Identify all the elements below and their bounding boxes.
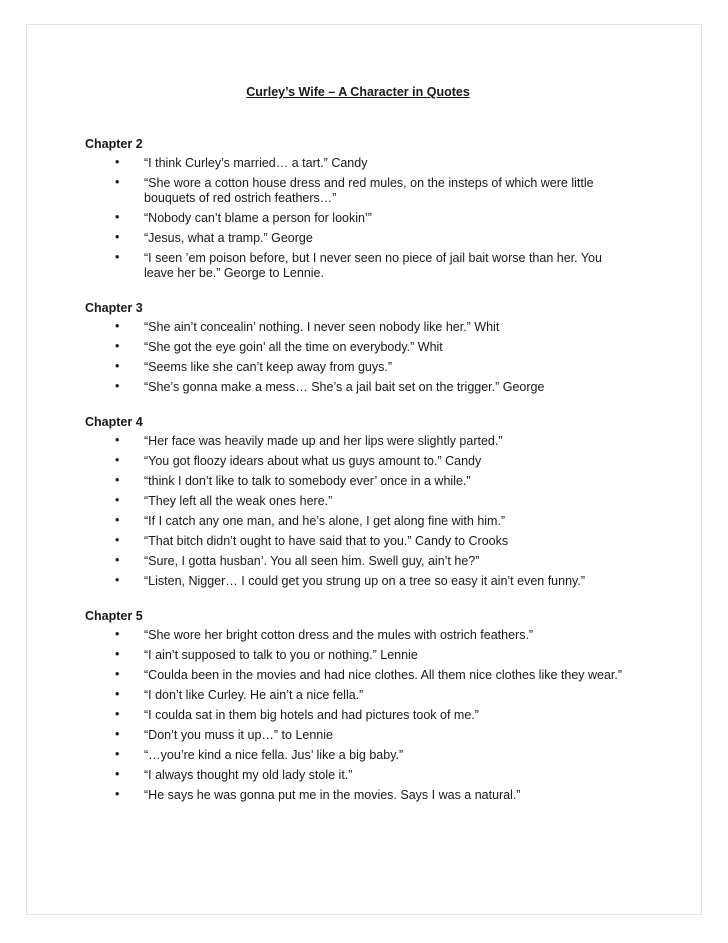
quote-item	[115, 708, 631, 723]
bullet-icon: •	[115, 433, 120, 447]
quote-text: “think I don’t like to talk to somebody ever’ once in a while.”	[144, 474, 471, 488]
bullet-icon: •	[115, 553, 120, 567]
quote-text: “Listen, Nigger… I could get you strung up on a tree so easy it ain’t even funny.”	[144, 574, 585, 588]
quote-item	[115, 554, 631, 569]
quote-text: “Her face was heavily made up and her lips were slightly parted.”	[144, 434, 503, 448]
quote-text: “Jesus, what a tramp.” George	[144, 231, 313, 245]
quote-item	[115, 788, 631, 803]
quote-item	[115, 648, 631, 663]
bullet-icon: •	[115, 250, 120, 264]
quote-item	[115, 494, 631, 509]
quote-text: “She ain’t concealin’ nothing. I never seen nobody like her.” Whit	[144, 320, 500, 334]
quote-item	[115, 176, 631, 206]
bullet-icon: •	[115, 359, 120, 373]
quote-text: “I coulda sat in them big hotels and had pictures took of me.”	[144, 708, 479, 722]
bullet-icon: •	[115, 513, 120, 527]
quote-item	[115, 156, 631, 171]
quote-text: “I seen ’em poison before, but I never seen no piece of jail bait worse than her. You leave her be.” George to Lennie.	[144, 251, 602, 280]
bullet-icon: •	[115, 319, 120, 333]
bullet-icon: •	[115, 707, 120, 721]
quote-item	[115, 534, 631, 549]
bullet-icon: •	[115, 155, 120, 169]
bullet-icon: •	[115, 787, 120, 801]
quote-item	[115, 454, 631, 469]
chapter-heading: Chapter 3	[85, 301, 143, 315]
chapter-heading: Chapter 4	[85, 415, 143, 429]
quote-item	[115, 231, 631, 246]
chapter-section	[85, 609, 631, 803]
quote-item	[115, 251, 631, 281]
quote-text: “She wore a cotton house dress and red mules, on the insteps of which were little bouquets of red ostrich feathers…”	[144, 176, 594, 205]
document-content	[27, 25, 701, 803]
bullet-icon: •	[115, 667, 120, 681]
quote-item	[115, 688, 631, 703]
quote-item	[115, 211, 631, 226]
quote-item	[115, 320, 631, 335]
quote-text: “They left all the weak ones here.”	[144, 494, 333, 508]
quote-text: “She got the eye goin’ all the time on everybody.” Whit	[144, 340, 443, 354]
quote-text: “Coulda been in the movies and had nice clothes. All them nice clothes like they wear.”	[144, 668, 623, 682]
bullet-icon: •	[115, 647, 120, 661]
bullet-icon: •	[115, 747, 120, 761]
quote-item	[115, 360, 631, 375]
quote-list	[85, 434, 631, 589]
bullet-icon: •	[115, 339, 120, 353]
quote-text: “Seems like she can’t keep away from guys.”	[144, 360, 393, 374]
document-title: Curley’s Wife – A Character in Quotes	[246, 85, 470, 99]
bullet-icon: •	[115, 473, 120, 487]
quote-text: “Sure, I gotta husban’. You all seen him. Swell guy, ain’t he?”	[144, 554, 480, 568]
quote-item	[115, 340, 631, 355]
bullet-icon: •	[115, 767, 120, 781]
bullet-icon: •	[115, 379, 120, 393]
bullet-icon: •	[115, 627, 120, 641]
chapter-section	[85, 415, 631, 589]
quote-list	[85, 156, 631, 281]
chapter-section	[85, 301, 631, 395]
bullet-icon: •	[115, 175, 120, 189]
quote-item	[115, 628, 631, 643]
quote-text: “You got floozy idears about what us guys amount to.” Candy	[144, 454, 482, 468]
quote-text: “She’s gonna make a mess… She’s a jail bait set on the trigger.” George	[144, 380, 545, 394]
quote-item	[115, 574, 631, 589]
quote-item	[115, 380, 631, 395]
quote-item	[115, 668, 631, 683]
bullet-icon: •	[115, 210, 120, 224]
quote-text: “Nobody can’t blame a person for lookin’”	[144, 211, 372, 225]
quote-item	[115, 768, 631, 783]
chapter-heading: Chapter 5	[85, 609, 143, 623]
bullet-icon: •	[115, 573, 120, 587]
bullet-icon: •	[115, 493, 120, 507]
quote-text: “She wore her bright cotton dress and the mules with ostrich feathers.”	[144, 628, 534, 642]
quote-text: “Don’t you muss it up…” to Lennie	[144, 728, 333, 742]
chapter-heading: Chapter 2	[85, 137, 143, 151]
bullet-icon: •	[115, 453, 120, 467]
quote-item	[115, 728, 631, 743]
quote-item	[115, 514, 631, 529]
sections-container	[85, 137, 631, 803]
quote-text: “I think Curley’s married… a tart.” Candy	[144, 156, 368, 170]
quote-item	[115, 434, 631, 449]
quote-text: “That bitch didn’t ought to have said that to you.” Candy to Crooks	[144, 534, 509, 548]
bullet-icon: •	[115, 687, 120, 701]
quote-item	[115, 748, 631, 763]
quote-text: “If I catch any one man, and he’s alone, I get along fine with him.”	[144, 514, 506, 528]
bullet-icon: •	[115, 533, 120, 547]
quote-text: “I ain’t supposed to talk to you or nothing.” Lennie	[144, 648, 418, 662]
bullet-icon: •	[115, 230, 120, 244]
quote-text: “…you’re kind a nice fella. Jus’ like a big baby.”	[144, 748, 404, 762]
quote-text: “I always thought my old lady stole it.”	[144, 768, 353, 782]
quote-item	[115, 474, 631, 489]
chapter-section	[85, 137, 631, 281]
document-page	[26, 24, 702, 915]
quote-text: “He says he was gonna put me in the movies. Says I was a natural.”	[144, 788, 521, 802]
quote-list	[85, 628, 631, 803]
bullet-icon: •	[115, 727, 120, 741]
quote-list	[85, 320, 631, 395]
quote-text: “I don’t like Curley. He ain’t a nice fella.”	[144, 688, 364, 702]
